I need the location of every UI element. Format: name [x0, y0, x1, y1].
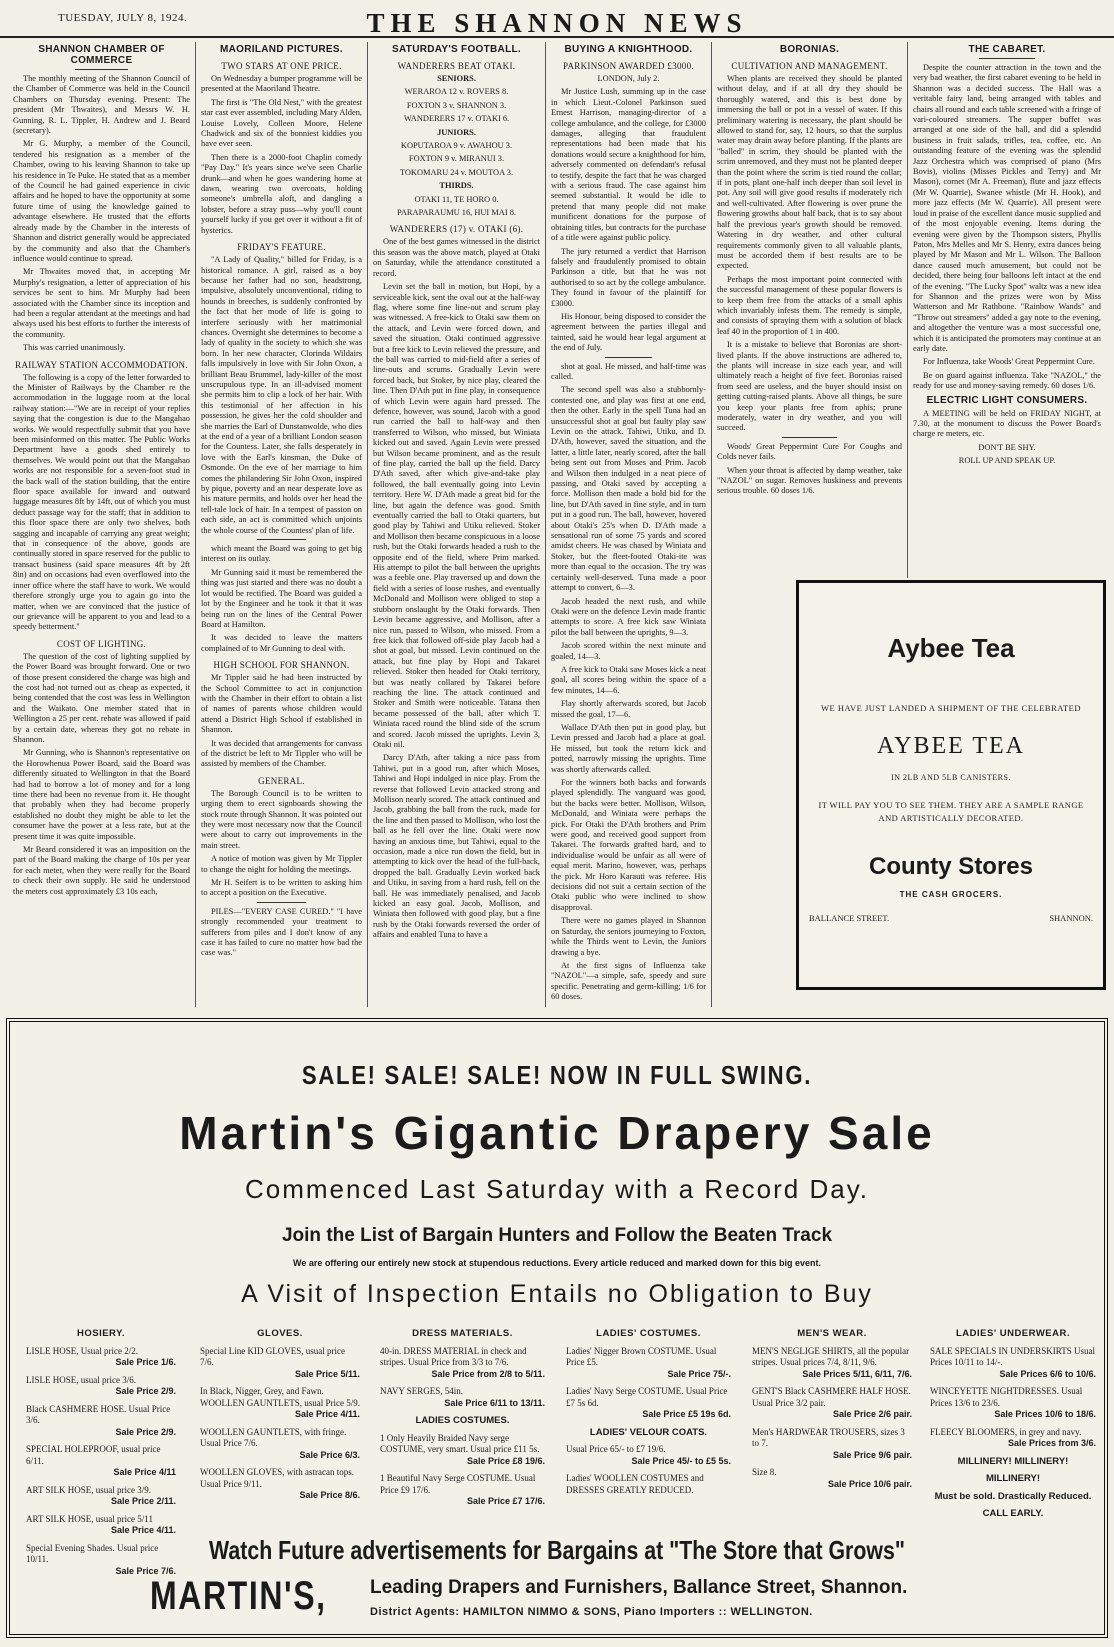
- millinery-note: CALL EARLY.: [982, 1508, 1044, 1519]
- item-price: Sale Price £8 19/6.: [466, 1455, 545, 1466]
- item-desc: WOOLLEN GAUNTLETS, with fringe. Usual Price 7/6.: [200, 1426, 347, 1448]
- item: [26, 1404, 176, 1439]
- paragraph: The jury returned a verdict that Harrison falsely and fraudulently promised to obtain Parkinson a title, but that he was not authorised to so act by the college ambulance. They found in favour of the plaintiff for £3000.: [551, 246, 706, 308]
- paragraph: Mr Thwaites moved that, in accepting Mr Murphy's resignation, a letter of appreciation of his services be sent to him. Mr Murphy had been associated with the Chamber since its inception and had been a regular attendant at the meetings and had always used his best efforts to further the interests of the community.: [13, 267, 190, 339]
- dept-title: MEN'S WEAR.: [797, 1328, 867, 1339]
- item: [752, 1467, 912, 1490]
- dept-subtitle: LADIES' VELOUR COATS.: [589, 1426, 708, 1438]
- item-price: Sale Price 2/9.: [115, 1426, 176, 1437]
- dept-subtitle: LADIES COSTUMES.: [415, 1415, 510, 1426]
- paragraph: Darcy D'Ath, after taking a nice pass from Tahiwi, put in a good run, after which Moses, Tahiwi and Hopi indulged in nice play. From the reverse that followed Levin attacked strong and Mollison nearly scored. The attack continued and Jacob, grabbing the ball from the ruck, made for the line and then passed to Mollison, who lost the ball as he fell over the line. Otaki were now having an anxious time, but Tahiwi, equal to the occasion, made a nice run down the field, but in attempting to kick over the head of the full-back, dropped the ball. Gradually Levin worked back and Utiku, in saving from a hard rush, fell on the ball. He was immediately penalised, and Jacob kicked an easy goal. Jacob, Mollison, and Winiata then followed with good play, but a fine rush by the Otaki forwards reversed the order of affairs and enabled Tuna to have a: [373, 753, 540, 940]
- item-price: Sale Price 45/- to £5 5s.: [631, 1455, 731, 1466]
- headline-chamber: SHANNON CHAMBER OF COMMERCE: [38, 44, 165, 66]
- item: [566, 1346, 731, 1381]
- paragraph: It was decided to leave the matters complained of to Mr Gunning to deal with.: [201, 633, 362, 653]
- paragraph: Flay shortly afterwards scored, but Jacob missed the goal, 17—6.: [551, 699, 706, 719]
- item-price: Sale Price 2/9.: [115, 1386, 176, 1396]
- subheading-general: GENERAL.: [258, 775, 305, 786]
- item-desc: Size 8.: [752, 1467, 777, 1477]
- item-price: Sale Price 2/6 pair.: [832, 1409, 912, 1419]
- dept-title: GLOVES.: [257, 1328, 303, 1339]
- martins-drapery-advert: [6, 1018, 1108, 1638]
- item: [26, 1485, 176, 1508]
- item-desc: 40-in. DRESS MATERIAL in check and stripes. Usual Price from 3/3 to 7/6.: [380, 1345, 527, 1367]
- item-desc: 1 Only Heavily Braided Navy serge COSTUME, very smart. Usual price £11 5s.: [380, 1432, 540, 1454]
- divider: [257, 539, 305, 540]
- item: [26, 1514, 176, 1537]
- item-desc: In Black, Nigger, Grey, and Fawn. WOOLLEN GAUNTLETS, usual Price 5/9.: [200, 1386, 360, 1408]
- subheading-high-school: HIGH SCHOOL FOR SHANNON.: [213, 660, 350, 671]
- result-line: KOPUTAROA 9 v. AWAHOU 3.: [400, 141, 513, 151]
- item-price: Sale Prices 6/6 to 10/6.: [999, 1368, 1096, 1379]
- paragraph: Levin set the ball in motion, but Hopi, by a serviceable kick, sent the oval out at the half-way flag, where some fine line-out and scrum play was witnessed. A free-kick to Otaki saw them on the attack, and Levin were forced down, and saved the situation. Otaki continued aggressive but a free kick to Levin relieved the pressure, and the ball was carried to mid-field after a series of line-outs and scrums. Gradually Levin were forced back, but Stoker, by nice play, cleared the line. Then D'Ath put in fine play, in consequence of which Levin were again hard pressed. The defence, however, was sound, Jacob with a good run carried the ball to half-way and then transferred to Wilson, who missed, but Winiata kicked out and saved. Again Levin were pressed but Wilson became prominent, and as the result of fine play, carried the ball up the field. Darcy D'Ath saved, after which give-and-take play followed, the ball eventually going into Levin territory. Here W. D'Ath made a great bid for the line, but again the defence was good. Smith eventually carried the ball to Otaki quarters, but good play by Tahiwi and Utiku relieved. Stoker and Mollison then became conspicuous in a loose rush, but the Otaki forwards headed a rush to the opposite end of the field, where Prim marked. His attempt to pilot the ball between the uprights was a feeble one. Play traversed up and down the field with a series of loose rushes, and eventually McDonald and Mollison were obliged to stop a stubborn onslaught by the Otaki forwards. Then Levin became aggressive, and Mollison, after a nice run, passed to Wilson, who missed. From a free kick that followed off-side play Jacob had a shot at goal, but missed. Levin continued on the attack, but fine play by Hopi and Takarei relieved. Stoker then headed for Otaki territory, but was neatly collared by Takarei before reaching the line. The attack continued and Stoker and Smith were noticeable. Tatana then became possessed of the ball, after which T. Winiata raced round the blind side of the scrum and scored. Jacob missed the uprights. Levin 3, Otaki nil.: [373, 282, 540, 749]
- paragraph: Jacob headed the next rush, and while Otaki were on the defence Levin made frantic attempts to score. A free kick saw Winiata pilot the ball between the uprights, 9—3.: [551, 596, 706, 637]
- item-desc: MEN'S NEGLIGE SHIRTS, all the popular stripes. Usual prices 7/4, 8/11, 9/6.: [752, 1345, 910, 1367]
- item-desc: Men's HARDWEAR TROUSERS, sizes 3 to 7.: [752, 1426, 905, 1448]
- item: [566, 1386, 731, 1421]
- watch-line: Watch Future advertisements for Bargains at "The Store that Grows": [209, 1535, 905, 1565]
- item: [566, 1444, 731, 1467]
- dept-subtitle: MILLINERY! MILLINERY!: [957, 1455, 1069, 1467]
- result-line: FOXTON 9 v. MIRANUI 3.: [408, 154, 505, 164]
- paragraph: Then there is a 2000-foot Chaplin comedy "Pay Day." It's years since we've seen Charlie drunk—and when he goes wandering home at dawn, wearing two overcoats, holding someone's umbrella aloft, and dangling a lobster, before a stray puss—why you'll count yourself lucky if you get over it without a fit of hysterics.: [201, 152, 362, 235]
- item-price: Sale Price 1/6.: [115, 1357, 176, 1367]
- paragraph: A notice of motion was given by Mr Tippler to change the night for holding the meetings.: [201, 854, 362, 874]
- divider: [605, 357, 652, 358]
- result-line: TOKOMARU 24 v. MOUTOA 3.: [399, 167, 514, 177]
- paragraph: Despite the counter attraction in the town and the very bad weather, the first cabaret evening to be held in Shannon was a decided success. The Hall was a veritable fairy land, being arranged with tables and chairs all round and each table screened with a fringe of vari-coloured streamers. The supper buffet was arranged at one side of the hall, and did a splendid business in fruit salads, trifles, tea, coffee, etc. An outstanding feature of the evening was the splendid Jazz Orchestra which was comprised of piano (Mrs Bovis), violins (Misses Pickles and Terry) and Mr Mason), cornet (Mr A. Freeman), flute and jazz effects (Mr W. Quarrie), Swanee whistle (Mr H. Hook), and more jazz effects (Mr W. Quarrie). All present were loud in praise of the excellent dance music supplied and of the most enjoyable evening. Items during the evening were given by the Thompson sisters, Phyllis Paton, Mrs Melles and Mr S. Henry, extra dances being played by Mr Mason and Mr L. Wilson. The Balloon dance caused much amusement, but could not be decided, there being four balloons left intact at the end of the evening. "The Lucky Spot" waltz was a new idea for Shannon and the prizes were won by Miss Watterson and Mr Rathbone. "Rainbow Wands" and "Throw out streamers" added a gay note to the evening, and altogether the venture was a most successful one, which it is anticipated the promoters may continue at an early date.: [913, 63, 1101, 353]
- item: [752, 1386, 912, 1421]
- item-price: Sale Price £7 17/6.: [466, 1496, 545, 1506]
- item: [200, 1467, 360, 1502]
- item-desc: Ladies' WOOLLEN COSTUMES and DRESSES GREATLY REDUCED.: [566, 1473, 704, 1495]
- item: [930, 1386, 1096, 1421]
- item-price: Sale Price from 2/8 to 5/11.: [431, 1368, 545, 1379]
- item: [930, 1427, 1096, 1450]
- column-chamber-of-commerce: [8, 42, 196, 1007]
- column-football: [368, 42, 546, 1007]
- paragraph: Perhaps the most important point connected with the successful management of these popular flowers is to keep them free from the attacks of a small aphis which invariably infests them. The remedy is simple, and consists of spraying them with a solution of black leaf 40 in the proportion of 1 in 400.: [717, 274, 902, 336]
- item-price: Sale Price 4/11.: [110, 1525, 176, 1535]
- dept-title: LADIES' UNDERWEAR.: [955, 1328, 1070, 1339]
- paragraph: Mr Tippler said he had been instructed by the School Committee to act in conjunction with the Chamber in their effort to obtain a list of names of parents whose children would attend a District High School if established in Shannon.: [201, 673, 362, 735]
- sale-visit: A Visit of Inspection Entails no Obligation to Buy: [241, 1280, 873, 1308]
- aybee-tea-advert: [796, 580, 1106, 990]
- item-price: Sale Price 9/6 pair.: [832, 1449, 912, 1460]
- item-desc: Ladies' Nigger Brown COSTUME. Usual Price £5.: [566, 1345, 717, 1367]
- column-cabaret: [908, 42, 1106, 578]
- subheading-cultivation: CULTIVATION AND MANAGEMENT.: [731, 61, 888, 71]
- item: [380, 1386, 545, 1409]
- results-heading: THIRDS.: [439, 181, 474, 191]
- nazol-advert: Be on guard against influenza. Take "NAZOL," the ready for use and money-saving remedy. 60 doses 1/6.: [913, 370, 1101, 391]
- tea-announcement: WE HAVE JUST LANDED A SHIPMENT OF THE CELEBRATED: [821, 703, 1081, 713]
- subheading-railway: RAILWAY STATION ACCOMMODATION.: [15, 359, 188, 370]
- paragraph: Mr Gunning, who is Shannon's representative on the Horowhenua Power Board, said the Board was differently situated to Wellington in that the Board had had to borrow a lot of money and for a long time there had been no revenue from it. He thought that probably when they had become properly established no doubt they might be able to let the consumer have the power at a less rate, but at the present time it was quite impossible.: [13, 748, 190, 841]
- sale-join: Join the List of Bargain Hunters and Follow the Beaten Track: [281, 1225, 833, 1246]
- dept-dress-materials: [380, 1328, 545, 1514]
- item-price: Sale Price 4/11.: [294, 1409, 360, 1419]
- divider: [75, 69, 128, 70]
- subheading-friday-feature: FRIDAY'S FEATURE.: [237, 242, 326, 253]
- sale-banner: SALE! SALE! SALE! NOW IN FULL SWING.: [301, 1060, 813, 1090]
- item-desc: 1 Beautiful Navy Serge COSTUME. Usual Price £9 17/6.: [380, 1473, 536, 1495]
- headline-maoriland: MAORILAND PICTURES.: [220, 44, 343, 55]
- headline-football: SATURDAY'S FOOTBALL.: [392, 44, 521, 55]
- results-heading: SENIORS.: [437, 74, 476, 83]
- item-price: Sale Price 7/6.: [115, 1565, 176, 1576]
- item: [26, 1346, 176, 1369]
- paragraph: Mr G. Murphy, a member of the Council, tendered his resignation as a member of the Chamber, owing to his leaving Shannon to take up his residence in Te Puke. He stated that as a member of the Council he had gained experience in civic affairs and he hoped to have the opportunity at some future time of using the knowledge gained to advantage elsewhere. He trusted that the efforts already made by the Chamber in the interests of Shannon and district generally would be appreciated by the community and also that the Chamber's influence would continue to spread.: [13, 139, 190, 263]
- item: [930, 1346, 1096, 1381]
- nazol-advert: When your throat is affected by damp weather, take "NAZOL" on sugar. Removes huskiness and prevents serious trouble. 60 doses 1/6.: [717, 465, 902, 496]
- paragraph: This was carried unanimously.: [23, 343, 126, 353]
- paragraph: Mr H. Seifert is to be written to asking him to accept a position on the Executive.: [201, 878, 362, 898]
- notice-line: ROLL UP AND SPEAK UP.: [958, 456, 1056, 466]
- paragraph: For the winners both backs and forwards played splendidly. The vanguard was good, but the backs were better. Mollison, Wilson, McDonald, and Winiata were perhaps the pick. For Otaki the D'Ath brothers and Prim were good, and received good support from Takarei. The forwards grafted hard, and to individualise would be unfair as all were of equal merit. Marino, however, was, perhaps the pick. Mr Horo Karauti was referee. His decisions did not suit a certain section of the Otaki public who were inclined to show disapproval.: [551, 778, 706, 912]
- district-agents: District Agents: HAMILTON NIMMO & SONS, Piano Importers :: WELLINGTON.: [370, 1606, 813, 1618]
- sale-offer: We are offering our entirely new stock at stupendous reductions. Every article reduced and marked down for this big event.: [293, 1258, 821, 1268]
- dept-subtitle: MILLINERY!: [985, 1473, 1040, 1484]
- item-desc: ART SILK HOSE, usual price 3/9.: [26, 1484, 152, 1495]
- item: [752, 1346, 912, 1381]
- item-desc: GENT'S Black CASHMERE HALF HOSE. Usual Price 3/2 pair.: [752, 1386, 911, 1408]
- column-maoriland-pictures: [196, 42, 368, 1007]
- item-desc: Special Evening Shades. Usual price 10/11.: [26, 1542, 159, 1564]
- item-price: Sale Price 5/11.: [294, 1368, 360, 1379]
- item-price: Sale Prices 10/6 to 18/6.: [994, 1409, 1096, 1419]
- item-desc: SPECIAL HOLEPROOF, usual price 6/11.: [26, 1444, 161, 1466]
- subheading-lighting: COST OF LIGHTING.: [56, 638, 147, 649]
- item-desc: WINCEYETTE NIGHTDRESSES. Usual Prices 13/6 to 23/6.: [930, 1386, 1083, 1408]
- paragraph: When plants are received they should be planted without delay, and if at all dry they should be thoroughly watered, and this is best done by immersing the ball or pot in a vessel of water. If this preliminary watering is necessary, the plant should be allowed to stand for, say, 12 hours, so that the surplus water may drain away before planting. If the plants are "balled" in scrim, they should be planted with the scrim unremoved, and they must not be planted deeper than the point where the scrim is tied round the collar; if in pots, plant one-half inch deeper than soil level in pot. Any soil will give good results if moderately rich and well-cultivated. After flowering is over prune the flowering growths about half back, that is to say about half the previous year's growth should be removed. Watering in dry weather, and other cultural requirements commonly given to all valuable plants, must be accorded them if best results are to be expected.: [717, 74, 902, 271]
- masthead: [0, 0, 1114, 38]
- paragraph: The Borough Council is to be written to urging them to erect signboards showing the stock route through Shannon. It was pointed out they were most necessary now that the Council were about to carry out improvements in the main street.: [201, 788, 362, 850]
- headline-electric-light: ELECTRIC LIGHT CONSUMERS.: [926, 394, 1088, 406]
- paragraph: The question of the cost of lighting supplied by the Power Board was brought forward. One or two of those present considered the charge was high and the cost had not turned out as cheap as expected, it being contended that the cost was less in Wellington and the Waikato. One member stated that in Wellington a 25 per cent. rebate was allowed if paid by a certain date, whereas they got no rebate in Shannon.: [13, 651, 190, 744]
- paragraph: The monthly meeting of the Shannon Council of the Chamber of Commerce was held in the Council Chambers on Thursday evening. Present: The president (Mr Thwaites), and Messrs W. H. Gunning, R. L. Tippler, H. Andrew and J. Beard (secretary).: [13, 74, 190, 136]
- item-desc: Black CASHMERE HOSE. Usual Price 3/6.: [26, 1403, 171, 1425]
- notice-line: DON'T BE SHY.: [978, 442, 1036, 452]
- item-desc: Ladies' Navy Serge COSTUME. Usual Price £7 5s 6d.: [566, 1386, 728, 1408]
- headline-boronias: BORONIAS.: [779, 44, 840, 55]
- dept-mens-wear: [752, 1328, 912, 1496]
- tea-name: AYBEE TEA: [876, 733, 1025, 759]
- subheading-parkinson: PARKINSON AWARDED £3000.: [563, 61, 694, 71]
- paragraph: which meant the Board was going to get big interest on its outlay.: [201, 544, 362, 564]
- item-desc: LISLE HOSE, usual price 3/6.: [26, 1374, 136, 1385]
- result-line: FOXTON 3 v. SHANNON 3.: [406, 100, 507, 110]
- paragraph: On Wednesday a bumper programme will be presented at the Maoriland Theatre.: [201, 74, 362, 94]
- paragraph: The first is "The Old Nest," with the greatest star cast ever assembled, including Mary Alden, Louise Lovely, Colleen Moore, Helene Chadwick and six of the bonniest kiddies you have ever seen.: [201, 97, 362, 149]
- paragraph: One of the best games witnessed in the district this season was the above match, played at Otaki on Saturday, while the attendance constituted a record.: [373, 237, 540, 278]
- item: [200, 1346, 360, 1381]
- nazol-advert: At the first signs of Influenza take "NAZOL"—a simple, safe, speedy and sure specific. Penetrating and germ-killing; 1/6 for 60 doses.: [551, 960, 706, 1002]
- item-price: Sale Price £5 19s 6d.: [642, 1409, 731, 1419]
- paragraph: It is a mistake to believe that Boronias are short-lived plants. If the above instructions are adhered to, the plants will increase in size each year, and will ultimately reach a height of five feet. Boronias raised from seed are useless, and the buyer should insist on getting cutting-raised plants. Above all things, be sure you keep your plants free from aphis; prune moderately, water in dry weather, and you will succeed.: [717, 340, 902, 433]
- sale-commenced: Commenced Last Saturday with a Record Day.: [245, 1174, 869, 1204]
- paragraph: Wallace D'Ath then put in good play, but Levin pressed and Jacob had a place at goal. He missed, but took the return kick and potted, narrowly missing the uprights. Time was shortly afterwards called.: [551, 722, 706, 774]
- item: [26, 1444, 176, 1479]
- paragraph: The second spell was also a stubbornly-contested one, and play was first at one end, then the other. Early in the spell Tuna had an unsuccessful shot at goal but faulty play saw Levin on the attack. Tahiwi, Utiku, and D. D'Ath, however, saved the situation, and the latter, a little later, nearly scored, after the ball being sent out from Moses and Prim. Jacob and Wilson then indulged in a neat piece of passing, and Otaki saved by accepting a force. Mollison then made a bold bid for the line, but D'Ath saved in fine style, and in turn put in a good run. The ball, however, hovered about Otaki's 25's when D. D'Ath made a sensational run of some 75 yards and scored amidst cheers. He was chased by Winiata and Stoker, but the fleet-footed Otaki-ite was more than equal to the occasion. The try was certainly well-deserved. Tuna made a poor attempt to convert, 6—3.: [551, 385, 706, 593]
- dept-ladies-underwear: [930, 1328, 1096, 1526]
- dateline: LONDON, July 2.: [597, 74, 660, 83]
- millinery-note: Must be sold. Drastically Reduced.: [934, 1490, 1092, 1502]
- item-price: Sale Price 4/11: [113, 1467, 176, 1477]
- results-heading: JUNIORS.: [437, 127, 476, 137]
- store-description: Leading Drapers and Furnishers, Ballance Street, Shannon.: [370, 1577, 908, 1598]
- paragraph: It was decided that arrangements for canvass of the district be left to Mr Tippler who will be assisted by members of the Chamber.: [201, 738, 362, 769]
- martins-logo-text: MARTIN'S,: [150, 1574, 327, 1618]
- sale-headline: Martin's Gigantic Drapery Sale: [179, 1107, 935, 1159]
- item-price: Sale Prices from 3/6.: [1007, 1438, 1096, 1448]
- item-desc: LISLE HOSE, Usual price 2/2.: [26, 1345, 138, 1356]
- item-desc: WOOLLEN GLOVES, with astracan tops. Usual Price 9/11.: [200, 1467, 354, 1489]
- item-desc: FLEECY BLOOMERS, in grey and navy.: [930, 1426, 1082, 1437]
- peppermint-advert: For Influenza, take Woods' Great Peppermint Cure.: [923, 357, 1095, 367]
- store-name: County Stores: [868, 853, 1033, 880]
- paragraph: Mr Beard considered it was an imposition on the part of the Board making the charge of 10s per year for each meter, when they were really for the Board to check their own supply. He said he understood the meters cost approximately £3 10s each,: [13, 845, 190, 896]
- paragraph: There were no games played in Shannon on Saturday, the seniors journeying to Foxton, while the Thirds went to Levin, the Juniors drawing a bye.: [551, 916, 706, 957]
- paragraph: Mr Justice Lush, summing up in the case in which Lieut.-Colonel Parkinson sued Ernest Harrison, managing-director of a college ambulance, and the college, for £3000 damages, alleging that fraudulent representations had been made that his donations would secure a knighthood for him, adversely commented on defendant's refusal to testify, despite the fact that he was charged with a serious fraud. The case against him seemed substantial. It would be idle to pretend that many people did not make munificent donations for the purpose of obtaining titles, but contracts for the purchase of a title were against public policy.: [551, 87, 706, 243]
- headline-cabaret: THE CABARET.: [968, 44, 1046, 55]
- result-line: OTAKI 11, TE HORO 0.: [414, 194, 499, 204]
- dept-title: LADIES' COSTUMES.: [596, 1328, 701, 1339]
- item: [200, 1427, 360, 1462]
- item-price: Sale Prices 5/11, 6/11, 7/6.: [802, 1368, 912, 1379]
- divider: [257, 902, 305, 903]
- item-price: Sale Price 8/6.: [299, 1490, 360, 1500]
- result-line: WERAROA 12 v. ROVERS 8.: [404, 87, 509, 97]
- paragraph: The following is a copy of the letter forwarded to the Minister of Railways by the Chamber re the accommodation in the luggage room at the local railway station:—"We are in receipt of your replies saying that the congestion is due to the Mangahao works. We would respectfully submit that you have been misinformed on this matter. The Public Works Department have a goods shed entirely to themselves. We would point out that the Mangahao works are not responsible for a seven-foot stud in the back wall of the station building, that the entire floor space available for inward and outward luggage measures 8ft by 14ft, out of which you must deduct passage way for the staff; that in addition to this floor space there are only two shelves, both sagging and incapable of carrying any great weight; that in consequence of the above, goods are continually stored in space reserved for the public to transact business (said space measures 4ft by 2ft 8in) and on occasions had even overflowed into the inner office where the staff have to work. We would therefore strongly urge you to again go into the matter, when we are convinced that the justice of our grievance will be apparent to you and lead to a speedy betterment.": [13, 372, 190, 632]
- column-knighthood: [546, 42, 712, 1007]
- divider: [782, 437, 838, 438]
- dept-title: DRESS MATERIALS.: [412, 1328, 513, 1339]
- item: [200, 1386, 360, 1421]
- paragraph: A free kick to Otaki saw Moses kick a neat goal, all scores being within the space of a few minutes, 14—6.: [551, 664, 706, 695]
- dept-gloves: [200, 1328, 360, 1508]
- item-price: Sale Price 75/-.: [667, 1368, 731, 1379]
- item-desc: Usual Price 65/- to £7 19/6.: [566, 1444, 666, 1454]
- tea-sizes: IN 2LB AND 5LB CANISTERS.: [891, 773, 1011, 782]
- tea-pitch: IT WILL PAY YOU TO SEE THEM. THEY ARE A SAMPLE RANGE AND ARTISTICALLY DECORATED.: [818, 800, 1084, 823]
- paragraph: Jacob scored within the next minute and goaled, 14—3.: [551, 641, 706, 661]
- paragraph: Mr Gunning said it must be remembered the thing was just started and there was no doubt a lot would be rectified. The Board was guided a lot by the Engineer and he took it that it was being run on the lines of the Central Power Board at Hamilton.: [201, 567, 362, 629]
- item: [380, 1473, 545, 1508]
- subheading-wanderers-beat-otaki: WANDERERS BEAT OTAKI.: [397, 61, 516, 71]
- issue-date: TUESDAY, JULY 8, 1924.: [58, 12, 188, 24]
- meeting-notice: A MEETING will be held on FRIDAY NIGHT, at 7.30, at the monument to discuss the Power Board's charge re meters, etc.: [913, 408, 1101, 439]
- newspaper-title: THE SHANNON NEWS: [366, 8, 748, 38]
- headline-knighthood: BUYING A KNIGHTHOOD.: [564, 44, 693, 55]
- item-price: Sale Price 6/3.: [299, 1449, 360, 1460]
- subheading-two-stars: TWO STARS AT ONE PRICE.: [221, 61, 342, 71]
- item: [752, 1427, 912, 1462]
- item-desc: Special Line KID GLOVES, usual price 7/6.: [200, 1345, 345, 1367]
- store-street: BALLANCE STREET.: [809, 913, 890, 923]
- store-town: SHANNON.: [1049, 913, 1093, 923]
- item-desc: SALE SPECIALS IN UNDERSKIRTS Usual Prices 10/11 to 14/-.: [930, 1345, 1095, 1367]
- item-price: Sale Price 10/6 pair.: [827, 1478, 912, 1489]
- paragraph: "A Lady of Quality," billed for Friday, is a historical romance. A girl, raised as a boy because her father had no son, headstrong, impulsive, absolutely unconventional, riding to hounds in breeches, is suddenly confronted by the fact that her mode of life is going to interfere seriously with her matrimonial chances. Overnight she determines to become a lady of quality in the society to which she was born. In her new character, Clorinda Wildairs falls impulsively in love with Sir John Oxon, a brilliant Beau Brummel, lady-killer of the most unscrupulous type. In an ill-advised moment she permits him to clip a lock of her hair. With this testimonial of her affection in his possession, he gives her the cold shoulder and she marries the Earl of Dunstanwolde, who dies at the end of a year of a brilliant London season for the Countess. Later, she falls desperately in love with the Earl's kinsman, the Duke of Osmonde. On the eve of her marriage to him comes the philandering Sir John Oxon, inspired by pique, poverty and an near desperate love as his mature permits, and holds over her head the tell-tale lock of hair. In a tempest of passion on each side, an act is committed which unjoints the whole course of the Countess' plan of life.: [201, 255, 362, 535]
- piles-advert: PILES—"EVERY CASE CURED." "I have strongly recommended your treatment to sufferers from piles and I don't know of any case it has failed to cure no matter how bad the case was.": [201, 906, 362, 958]
- item-price: Sale Price 6/11 to 13/11.: [444, 1397, 545, 1408]
- item: [380, 1346, 545, 1381]
- item: [26, 1375, 176, 1398]
- subheading-match: WANDERERS (17) v. OTAKI (6).: [389, 224, 524, 235]
- paragraph: shot at goal. He missed, and half-time was called.: [551, 361, 706, 381]
- tea-brand: Aybee Tea: [887, 633, 1015, 663]
- store-tagline: THE CASH GROCERS.: [899, 890, 1003, 899]
- column-boronias: [712, 42, 908, 578]
- item-price: Sale Price 2/11.: [110, 1496, 176, 1506]
- result-line: PARAPARAUMU 16, HUI MAI 8.: [397, 208, 516, 218]
- dept-title: HOSIERY.: [77, 1328, 125, 1339]
- item-desc: ART SILK HOSE, usual price 5/11: [26, 1513, 153, 1524]
- result-line: WANDERERS 17 v. OTAKI 6.: [403, 114, 510, 124]
- item: [566, 1473, 731, 1496]
- item-desc: NAVY SERGES, 54in.: [380, 1386, 464, 1396]
- paragraph: His Honour, being disposed to consider the agreement between the parties illegal and tainted, said he would hear legal argument at the end of July.: [551, 311, 706, 353]
- item: [380, 1433, 545, 1468]
- dept-ladies-costumes: [566, 1328, 731, 1502]
- peppermint-advert: Woods' Great Peppermint Cure For Coughs and Colds never fails.: [717, 441, 902, 462]
- divider: [979, 58, 1035, 59]
